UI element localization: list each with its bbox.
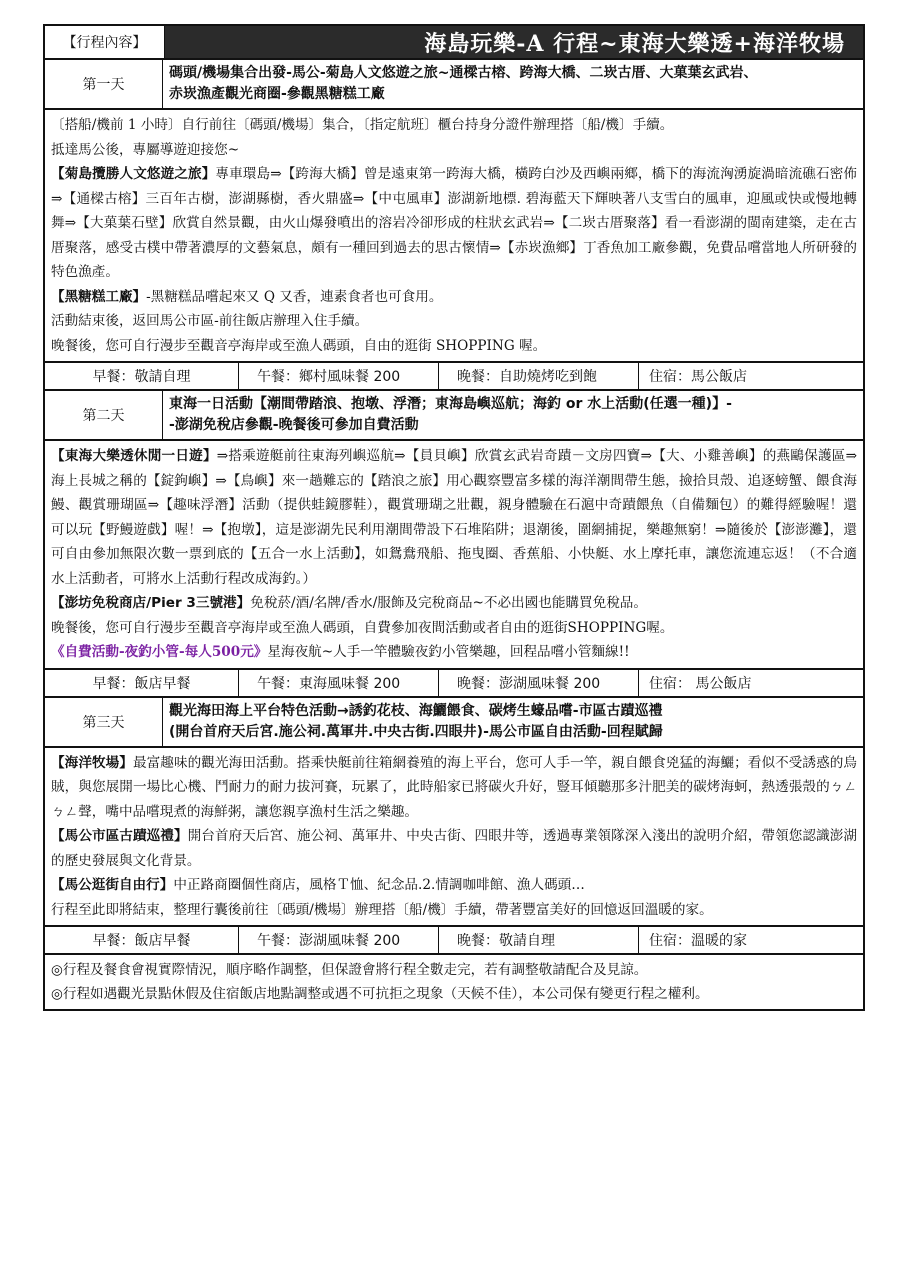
breakfast-cell: 早餐：敬請自理 [45, 363, 239, 389]
day-header [45, 60, 863, 110]
lodging-cell: 住宿： 馬公飯店 [649, 675, 752, 692]
description-paragraph [51, 334, 857, 359]
day-description [45, 441, 863, 670]
paragraph-text: -黑糖糕品嚐起來又 Q 又香，連素食者也可食用。 [146, 288, 443, 305]
day-title [163, 60, 863, 108]
note-line: ◎行程及餐食會視實際情況，順序略作調整，但保證會將行程全數走完，若有調整敬請配合及見諒。 [51, 962, 648, 978]
paragraph-text: 活動結束後，返回馬公市區-前往飯店辦理入住手續。 [51, 313, 369, 329]
paragraph-text: 晚餐後，您可自行漫步至觀音亭海岸或至漁人碼頭，自費參加夜間活動或者自由的逛街SHOPPING喔。 [51, 619, 674, 636]
paragraph-text: ⇒搭乘遊艇前往東海列嶼巡航⇒【員貝嶼】欣賞玄武岩奇蹟－文房四寶⇒【大、小雞善嶼】的燕鷗保護區⇒海上長城之稱的【錠鉤嶼】⇒【鳥嶼】來一趟難忘的【踏浪之旅】用心觀察豐富多樣的海洋潮間帶生態，撿拾貝殼、追逐螃蟹、餵食海鰻、觀賞珊瑚區⇒【趣味浮潛】活動（提供蛙鏡膠鞋），觀賞珊瑚之壯觀，親身體驗在石滬中奇蹟餵魚（自備麵包）的難得經驗喔！還可以玩【野鰻遊戲】喔！⇒【抱墩】，這是澎湖先民利用潮間帶設下石堆陷阱；退潮後，圍網捕捉，樂趣無窮！⇒隨後於【澎澎灘】，還可自由參加無限次數一票到底的【五合一水上活動】，如鴛鴦飛船、拖曳圈、香蕉船、小快艇、水上摩托車，讓您流連忘返！（不合適水上活動者，可將水上活動行程改成海釣。） [51, 448, 858, 587]
lodging-cell: 住宿：馬公飯店 [649, 369, 747, 385]
lunch-cell: 午餐：澎湖風味餐 200 [239, 927, 439, 953]
day-title-line: 赤崁漁產觀光商圈-參觀黑糖糕工廠 [169, 86, 385, 102]
day-label: 第二天 [45, 391, 163, 439]
section-tag: 【行程內容】 [45, 26, 165, 58]
highlight-label: 【菊島攬勝人文悠遊之旅】 [51, 166, 216, 182]
paragraph-text: 行程至此即將結束，整理行囊後前往〔碼頭/機場〕辦理搭〔船/機〕手續，帶著豐富美好的回憶返回溫暖的家。 [51, 901, 713, 918]
description-paragraph [51, 444, 857, 591]
highlight-label: 【馬公逛街自由行】 [51, 877, 174, 893]
lunch-cell: 午餐：東海風味餐 200 [239, 670, 439, 696]
day-title [163, 391, 863, 439]
paragraph-text: 免稅菸/酒/名牌/香水/服飾及完稅商品~不必出國也能購買免稅品。 [250, 595, 647, 611]
description-paragraph [51, 751, 857, 825]
paragraph-text: 抵達馬公後，專屬導遊迎接您~ [51, 141, 240, 158]
note-line: ◎行程如遇觀光景點休假及住宿飯店地點調整或遇不可抗拒之現象（天候不佳），本公司保有變更行程之權利。 [51, 986, 709, 1002]
highlight-label: 【海洋牧場】 [51, 754, 133, 771]
itinerary-sheet [43, 24, 865, 1011]
days-container [45, 60, 863, 955]
description-paragraph [51, 640, 857, 665]
dinner-cell: 晚餐：敬請自理 [439, 927, 639, 953]
description-paragraph [51, 873, 857, 898]
day-title-line: 碼頭/機場集合出發-馬公-菊島人文悠遊之旅~通樑古榕、跨海大橋、二崁古厝、大菓葉玄武岩、 [169, 65, 758, 81]
description-paragraph [51, 591, 857, 616]
day-title-line: 東海一日活動【潮間帶踏浪、抱墩、浮潛；東海島嶼巡航；海釣 or 水上活動(任選一種)】- [169, 396, 732, 412]
day-description [45, 110, 863, 363]
day-title [163, 698, 863, 746]
highlight-label: 【馬公市區古蹟巡禮】 [51, 828, 188, 844]
breakfast-cell: 早餐：飯店早餐 [45, 927, 239, 953]
highlight-label: 《自費活動-夜釣小管-每人500元》 [51, 644, 268, 660]
day-title-line: (開台首府天后宮.施公祠.萬軍井.中央古街.四眼井)-馬公市區自由活動-回程賦歸 [169, 723, 663, 740]
meals-row [45, 363, 863, 391]
description-paragraph [51, 162, 857, 285]
title-bar [45, 26, 863, 60]
meals-row [45, 927, 863, 955]
description-paragraph [51, 138, 857, 163]
lunch-cell: 午餐：鄉村風味餐 200 [239, 363, 439, 389]
paragraph-text: 中正路商圈個性商店，風格Ｔ恤、紀念品.2.情調咖啡館、漁人碼頭… [173, 877, 585, 893]
breakfast-cell: 早餐：飯店早餐 [45, 670, 239, 696]
page-title: 海島玩樂-A 行程~東海大樂透+海洋牧場 [424, 30, 845, 57]
day-header [45, 698, 863, 748]
description-paragraph [51, 898, 857, 923]
day-description [45, 748, 863, 928]
day-title-line: -澎湖免稅店參觀-晚餐後可參加自費活動 [169, 417, 419, 433]
highlight-label: 【澎坊免稅商店/Pier 3三號港】 [51, 595, 251, 611]
dinner-cell: 晚餐：自助燒烤吃到飽 [439, 363, 639, 389]
notes [45, 955, 863, 1009]
paragraph-text: 開台首府天后宮、施公祠、萬軍井、中央古街、四眼井等，透過專業領隊深入淺出的說明介紹，帶領您認識澎湖的歷史發展與文化背景。 [51, 828, 857, 869]
dinner-cell: 晚餐：澎湖風味餐 200 [439, 670, 639, 696]
paragraph-text: 〔搭船/機前 1 小時〕自行前往〔碼頭/機場〕集合，〔指定航班〕櫃台持身分證件辦理搭〔船/機〕手續。 [51, 117, 674, 133]
description-paragraph [51, 616, 857, 641]
description-paragraph [51, 824, 857, 873]
paragraph-text: 專車環島⇒【跨海大橋】曾是遠東第一跨海大橋，橫跨白沙及西嶼兩鄉，橋下的海流洶湧旋渦暗流礁石密佈⇒【通樑古榕】三百年古樹，澎湖縣樹，香火鼎盛⇒【中屯風車】澎湖新地標. 碧海藍天下輝映著八支雪白的風車，迎風或快或慢地轉舞⇒【大菓葉石壁】欣賞自然景觀，由火山爆發噴出的溶岩冷卻形成的柱狀玄武岩⇒【二崁古厝聚落】看一看澎湖的閩南建築，走在古厝聚落，感受古樸中帶著濃厚的文藝氣息，頗有一種回到過去的思古懷情⇒【赤崁漁鄉】丁香魚加工廠參觀，免費品嚐當地人所研發的特色漁產。 [51, 166, 858, 280]
day-label: 第一天 [45, 60, 163, 108]
paragraph-text: 星海夜航~人手一竿體驗夜釣小管樂趣，回程品嚐小管麵線!! [267, 644, 630, 660]
paragraph-text: 最富趣味的觀光海田活動。搭乘快艇前往箱網養殖的海上平台，您可人手一竿，親自餵食兇猛的海鱺；看似不受誘惑的烏賊，與您展開一場比心機、鬥耐力的耐力拔河賽，玩累了，此時船家已將碳火升好，豎耳傾聽那多汁肥美的碳烤海蚵，熱透張殼的ㄅㄥㄅㄥ聲，嘴中品嚐現煮的海鮮粥，讓您親享漁村生活之樂趣。 [51, 754, 858, 820]
highlight-label: 【東海大樂透休閒一日遊】 [51, 448, 217, 464]
paragraph-text: 晚餐後，您可自行漫步至觀音亭海岸或至漁人碼頭，自由的逛街 SHOPPING 喔。 [51, 337, 547, 354]
day-header [45, 391, 863, 441]
description-paragraph [51, 309, 857, 334]
meals-row [45, 670, 863, 698]
highlight-label: 【黑糖糕工廠】 [51, 288, 147, 305]
description-paragraph [51, 113, 857, 138]
day-label: 第三天 [45, 698, 163, 746]
description-paragraph [51, 285, 857, 310]
day-title-line: 觀光海田海上平台特色活動→誘釣花枝、海鱺餵食、碳烤生蠔品嚐-市區古蹟巡禮 [169, 702, 663, 719]
lodging-cell: 住宿：溫暖的家 [649, 933, 747, 949]
